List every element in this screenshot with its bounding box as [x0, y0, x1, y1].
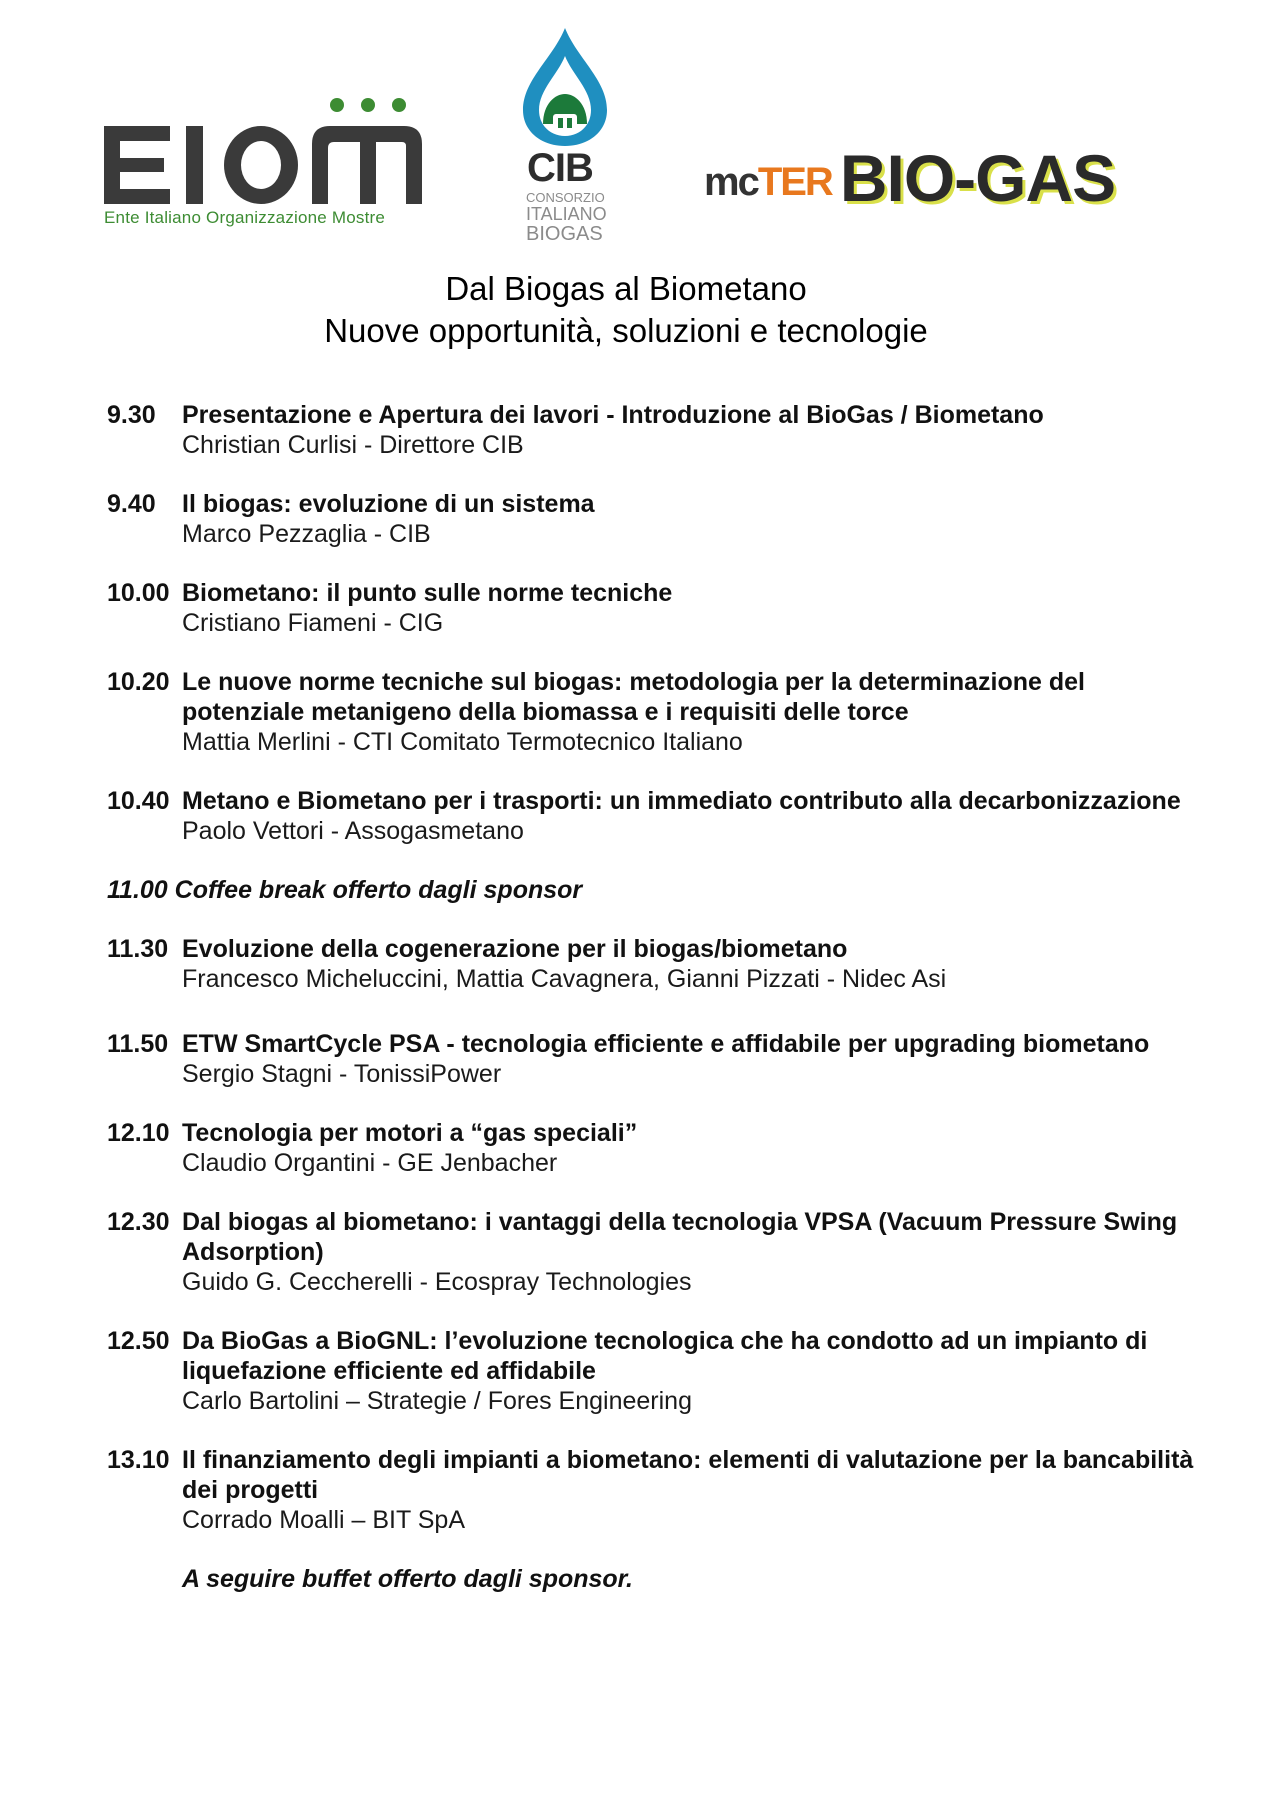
- entry-time: 10.00: [107, 579, 170, 607]
- entry-speaker: Guido G. Ceccherelli - Ecospray Technologies: [182, 1268, 692, 1296]
- entry-speaker: Corrado Moalli – BIT SpA: [182, 1506, 465, 1534]
- entry-topic: Il finanziamento degli impianti a biometano: elementi di valutazione per la bancabilità dei progetti: [182, 1446, 1194, 1504]
- entry-topic: Le nuove norme tecniche sul biogas: metodologia per la determinazione del potenziale metanigeno della biomassa e i requisiti delle torce: [182, 668, 1085, 726]
- entry-speaker: Sergio Stagni - TonissiPower: [182, 1060, 502, 1088]
- entry-body: [182, 1445, 1197, 1535]
- closing-note: A seguire buffet offerto dagli sponsor.: [182, 1565, 633, 1593]
- eiom-letters-graphic: [104, 96, 434, 206]
- cib-sub-line: CONSORZIO: [526, 190, 605, 205]
- coffee-break: 11.00 Coffee break offerto dagli sponsor: [107, 876, 583, 904]
- entry-time: 11.50: [107, 1030, 169, 1058]
- entry-speaker: Christian Curlisi - Direttore CIB: [182, 431, 524, 459]
- entry-topic: Evoluzione della cogenerazione per il biogas/biometano: [182, 935, 848, 963]
- programme-list: [107, 400, 1197, 1594]
- programme-entry: [107, 1326, 1197, 1416]
- entry-time: 9.40: [107, 490, 156, 518]
- entry-time: 12.10: [107, 1119, 170, 1147]
- programme-entry: [107, 934, 1197, 994]
- programme-entry: [107, 1445, 1197, 1535]
- programme-entry: [107, 1118, 1197, 1178]
- mcter-mc: mc: [704, 160, 758, 204]
- entry-speaker: Cristiano Fiameni - CIG: [182, 609, 444, 637]
- entry-topic: Metano e Biometano per i trasporti: un immediato contributo alla decarbonizzazione: [182, 787, 1181, 815]
- eiom-caption: Ente Italiano Organizzazione Mostre: [104, 208, 386, 227]
- entry-body: [182, 934, 1197, 994]
- entry-body: [182, 1118, 1197, 1178]
- entry-time: 10.40: [107, 787, 170, 815]
- cib-sub-line: BIOGAS: [526, 223, 603, 245]
- entry-time: 13.10: [107, 1446, 170, 1474]
- programme-entry: [107, 400, 1197, 460]
- programme-entry: [107, 578, 1197, 638]
- mcter-biogas-word: BIO-GAS: [839, 141, 1116, 215]
- entry-speaker: Claudio Organtini - GE Jenbacher: [182, 1149, 558, 1177]
- mcter-biogas-logo: [704, 140, 1115, 216]
- title-line-2: Nuove opportunità, soluzioni e tecnologie: [324, 312, 928, 349]
- entry-topic: Il biogas: evoluzione di un sistema: [182, 490, 595, 518]
- cib-sub-line: ITALIANO: [526, 204, 607, 224]
- entry-body: [182, 1029, 1197, 1089]
- eiom-logo: [104, 96, 434, 236]
- entry-body: [182, 786, 1197, 846]
- water-drop-icon: [515, 28, 615, 148]
- entry-time: 12.30: [107, 1208, 170, 1236]
- entry-topic: Da BioGas a BioGNL: l’evoluzione tecnologica che ha condotto ad un impianto di liquefazione efficiente ed affidabile: [182, 1327, 1148, 1385]
- entry-topic: Dal biogas al biometano: i vantaggi della tecnologia VPSA (Vacuum Pressure Swing Adsorption): [182, 1208, 1178, 1266]
- programme-entry: [107, 489, 1197, 549]
- page-title: [0, 268, 1252, 352]
- cib-logo: [515, 28, 615, 245]
- programme-entry: [107, 786, 1197, 846]
- programme-entry: [107, 1207, 1197, 1297]
- entry-speaker: Carlo Bartolini – Strategie / Fores Engineering: [182, 1387, 692, 1415]
- entry-speaker: Paolo Vettori - Assogasmetano: [182, 817, 524, 845]
- title-line-1: Dal Biogas al Biometano: [445, 270, 807, 307]
- entry-time: 11.30: [107, 935, 169, 963]
- entry-body: [182, 578, 1197, 638]
- entry-topic: Presentazione e Apertura dei lavori - Introduzione al BioGas / Biometano: [182, 401, 1044, 429]
- entry-topic: Biometano: il punto sulle norme tecniche: [182, 579, 673, 607]
- programme-entry: [107, 1029, 1197, 1089]
- mcter-ter: TER: [757, 160, 832, 204]
- programme-entry: [107, 667, 1197, 757]
- entry-topic: ETW SmartCycle PSA - tecnologia efficiente e affidabile per upgrading biometano: [182, 1030, 1150, 1058]
- entry-time: 10.20: [107, 668, 170, 696]
- entry-body: [182, 667, 1197, 757]
- cib-subtitle: [526, 190, 626, 244]
- entry-body: [182, 400, 1197, 460]
- entry-speaker: Francesco Micheluccini, Mattia Cavagnera, Gianni Pizzati - Nidec Asi: [182, 965, 947, 993]
- entry-body: [182, 1326, 1197, 1416]
- entry-speaker: Mattia Merlini - CTI Comitato Termotecnico Italiano: [182, 728, 743, 756]
- logo-bar: [0, 0, 1272, 250]
- entry-speaker: Marco Pezzaglia - CIB: [182, 520, 431, 548]
- cib-letters: CIB: [527, 146, 593, 190]
- entry-time: 9.30: [107, 401, 156, 429]
- entry-time: 12.50: [107, 1327, 170, 1355]
- entry-topic: Tecnologia per motori a “gas speciali”: [182, 1119, 638, 1147]
- entry-body: [182, 1207, 1197, 1297]
- entry-body: [182, 489, 1197, 549]
